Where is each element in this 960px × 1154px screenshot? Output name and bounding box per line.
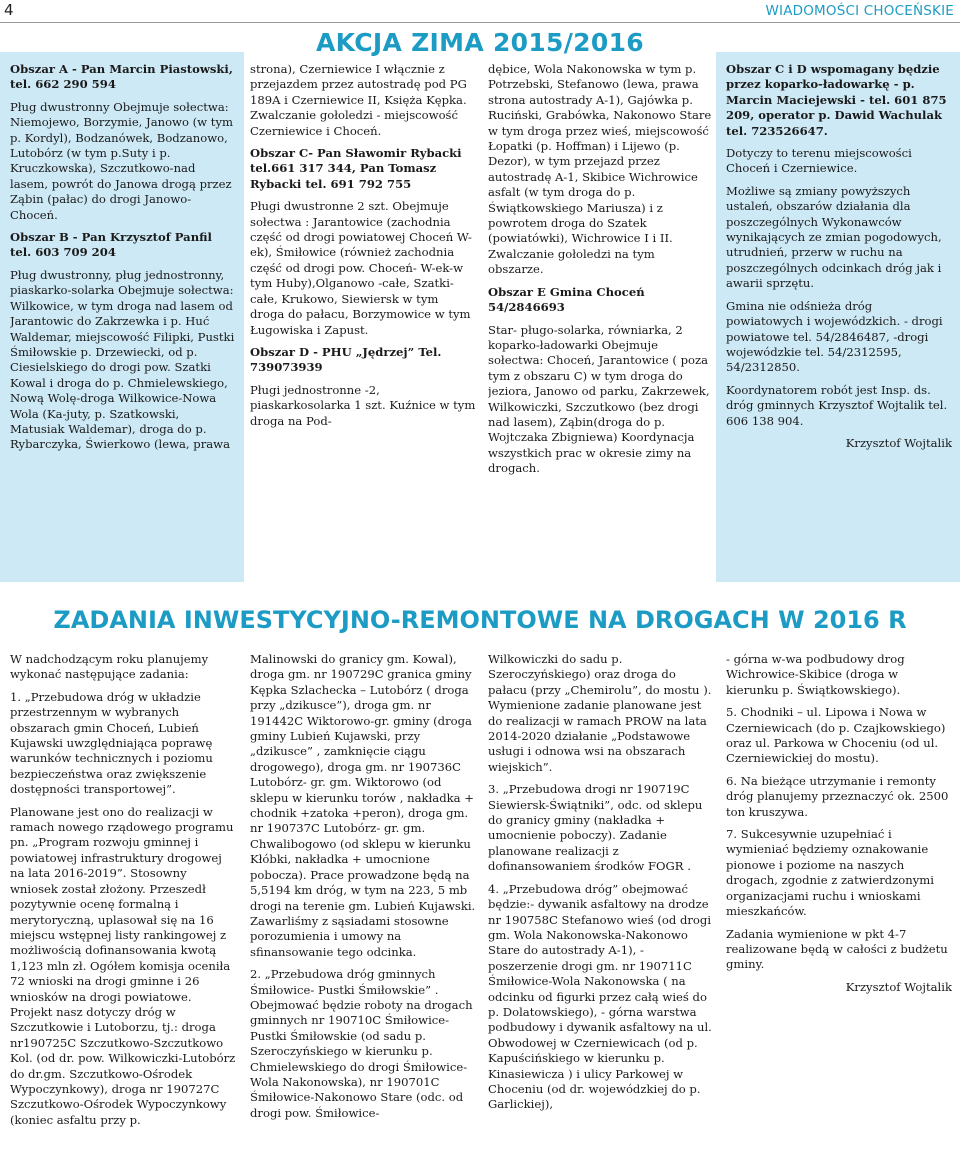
paragraph: 1. „Przebudowa dróg w układzie przestrzennym w wybranych obszarach gmin Choceń, Lubień Kujawski uwzględniająca poprawę warunków technicznych i poziomu bezpieczeństwa oraz zwiększenie dostępności transportowej”. — [10, 689, 213, 797]
investment-column-4 — [726, 652, 952, 1152]
page-header — [0, 0, 960, 26]
paragraph: Koordynatorem robót jest Insp. ds. dróg gminnych Krzysztof Wojtalik tel. 606 138 904. — [726, 382, 948, 428]
winter-column-4 — [726, 62, 952, 582]
header-rule — [0, 22, 960, 23]
publication-title: WIADOMOŚCI CHOCEŃSKIE — [765, 3, 954, 19]
area-heading: Obszar A - Pan Marcin Piastowski, tel. 662 290 594 — [10, 62, 233, 92]
area-heading: Obszar C i D wspomagany będzie przez koparko-ładowarkę - p. Marcin Maciejewski - tel. 601 875 209, operator p. Dawid Wachulak tel. 723526647. — [726, 62, 947, 138]
area-heading: Obszar C- Pan Sławomir Rybacki tel.661 317 344, Pan Tomasz Rybacki tel. 691 792 755 — [250, 146, 462, 191]
investment-column-1 — [10, 652, 236, 1152]
paragraph: Zadania wymienione w pkt 4-7 realizowane będą w całości z budżetu gminy. — [726, 926, 948, 972]
investment-column-2 — [250, 652, 476, 1152]
winter-column-1 — [10, 62, 236, 582]
paragraph: Gmina nie odśnieża dróg powiatowych i wojewódzkich. - drogi powiatowe tel. 54/2846487, -drogi wojewódzkie tel. 54/2312595, 54/2312850. — [726, 298, 943, 375]
section-title-investments: ZADANIA INWESTYCYJNO-REMONTOWE NA DROGACH W 2016 R — [53, 606, 907, 634]
author-signature: Krzysztof Wojtalik — [845, 435, 952, 450]
page-number: 4 — [4, 1, 14, 19]
winter-column-3 — [488, 62, 712, 582]
paragraph: strona), Czerniewice I włącznie z przejazdem przez autostradę pod PG 189A i Czerniewice II, Księża Kępka. Zwalczanie gołoledzi - miejscowość Czerniewice i Choceń. — [250, 62, 467, 138]
paragraph: 5. Chodniki – ul. Lipowa i Nowa w Czerniewicach (do p. Czajkowskiego) oraz ul. Parkowa w Choceniu (od ul. Czerniewickiej do mostu). — [726, 705, 946, 766]
paragraph: Planowane jest ono do realizacji w ramach nowego rządowego programu pn. „Program rozwoju gminnej i powiatowej infrastruktury drogowej na lata 2016-2019”. Stosowny wniosek został złożony. Przeszedł pozytywnie ocenę formalną i merytoryczną, uplasował się na 16 miejscu wstępnej listy rankingowej z możliwością dofinansowania kwotą 1,123 mln zł. Ogółem komisja oceniła 72 wnioski na drogi gminne i 26 wniosków na drogi powiatowe. Projekt nasz dotyczy dróg w Szczutkowie i Lutoborzu, tj.: droga nr190725C Szczutkowo-Szczutkowo Kol. (od dr. pow. Wilkowiczki-Lutobórz do dr.gm. Szczutkowo-Ośrodek Wypoczynkowy), droga nr 190727C Szczutkowo-Ośrodek Wypoczynkowy (koniec asfaltu przy p. — [10, 804, 236, 1127]
paragraph: Star- pługo-solarka, równiarka, 2 koparko-ładowarki Obejmuje sołectwa: Choceń, Jarantowice ( poza tym z obszaru C) w tym droga do jeziora, Janowo od parku, Zakrzewek, Wilkowiczki, Szczutkowo (bez drogi nad lasem), Ząbin(droga do p. Wojtczaka Zbigniewa) Koordynacja wszystkich prac w okresie zimy na drogach. — [488, 322, 710, 476]
area-heading: Obszar B - Pan Krzysztof Panfil tel. 603 709 204 — [10, 230, 212, 260]
paragraph: 4. „Przebudowa dróg” obejmować będzie:- dywanik asfaltowy na drodze nr 190758C Stefanowo wieś (od drogi gm. Wola Nakonowska-Nakonowo Stare do autostrady A-1), - poszerzenie drogi gm. nr 190711C Śmiłowice-Wola Nakonowska ( na odcinku od figurki przez całą wieś do p. Dolatowskiego), - górna warstwa podbudowy i dywanik asfaltowy na ul. Obwodowej w Czerniewicach (od p. Kapuścińskiego w kierunku p. Kinasiewicza ) i ulicy Parkowej w Choceniu (od dr. wojewódzkiej do p. Garlickiej), — [488, 881, 712, 1112]
area-heading: Obszar E Gmina Choceń 54/2846693 — [488, 284, 645, 315]
paragraph: 7. Sukcesywnie uzupełniać i wymieniać będziemy oznakowanie pionowe i poziome na naszych drogach, zgodnie z zatwierdzonymi organizacjami ruchu i wnioskami mieszkańców. — [726, 827, 934, 919]
paragraph: W nadchodzącym roku planujemy wykonać następujące zadania: — [10, 652, 209, 682]
paragraph: Pługi dwustronne 2 szt. Obejmuje sołectwa : Jarantowice (zachodnia część od drogi powiatowej Choceń W-ek), Śmiłowice (również zachodnia część od drogi pow. Choceń- W-ek-w tym Huby),Olganowo -całe, Szatki-całe, Krukowo, Siewiersk w tym droga do pałacu, Borzymowice w tym Ługowiska i Zapust. — [250, 199, 472, 337]
paragraph: 2. „Przebudowa dróg gminnych Śmiłowice- Pustki Śmiłowskie” . Obejmować będzie roboty na drogach gminnych nr 190710C Śmiłowice-Pustki Śmiłowskie (od sadu p. Szeroczyńskiego w kierunku p. Chmielewskiego do drogi Śmiłowice-Wola Nakonowska), nr 190701C Śmiłowice-Nakonowo Stare (odc. od drogi pow. Śmiłowice- — [250, 967, 473, 1120]
investment-column-3 — [488, 652, 714, 1152]
paragraph: Wilkowiczki do sadu p. Szeroczyńskiego) oraz droga do pałacu (przy „Chemirolu”, do mostu ). Wymienione zadanie planowane jest do realizacji w ramach PROW na lata 2014-2020 działanie „Podstawowe usługi i odnowa wsi na obszarach wiejskich”. — [488, 652, 712, 774]
paragraph: - górna w-wa podbudowy drog Wichrowice-Skibice (droga w kierunku p. Świątkowskiego). — [726, 652, 905, 697]
section-title-winter: AKCJA ZIMA 2015/2016 — [316, 28, 644, 57]
paragraph: Pługi jednostronne -2, piaskarkosolarka 1 szt. Kuźnice w tym droga na Pod- — [250, 382, 476, 428]
paragraph: Możliwe są zmiany powyższych ustaleń, obszarów działania dla poszczególnych Wykonawców wynikających ze zmian pogodowych, utrudnień, przerw w ruchu na poszczególnych odcinkach dróg jak i awarii sprzętu. — [726, 183, 942, 291]
paragraph: dębice, Wola Nakonowska w tym p. Potrzebski, Stefanowo (lewa, prawa strona autostrady A-1), Gajówka p. Ruciński, Grabówka, Nakonowo Stare w tym droga przez wieś, miejscowość Łopatki (p. Hoffman) i Lijewo (p. Dezor), w tym przejazd przez autostradę A-1, Skibice Wichrowice asfalt (w tym droga do p. Świątkowskiego Mariusza) i z powrotem droga do Szatek (powiatówki), Wichrowice I i II. Zwalczanie gołoledzi na tym obszarze. — [488, 62, 712, 277]
paragraph: Malinowski do granicy gm. Kowal), droga gm. nr 190729C granica gminy Kępka Szlachecka – Lutobórz ( droga przy „dzikusce”), droga gm. nr 191442C Wiktorowo-gr. gminy (droga gminy Lubień Kujawski, przy „dzikusce” , zamknięcie ciągu drogowego), droga gm. nr 190736C Lutobórz- gr. gm. Wiktorowo (od sklepu w kierunku torów , nakładka + chodnik +zatoka +peron), droga gm. nr 190737C Lutobórz- gr. gm. Chwalibogowo (od sklepu w kierunku Kłóbki, nakładka + umocnione pobocza). Prace prowadzone będą na 5,5194 km dróg, w tym na 223, 5 mb drogi na terenie gm. Lubień Kujawski. Zawarliśmy z sąsiadami stosowne porozumienia i umowy na sfinansowanie tego odcinka. — [250, 652, 476, 959]
paragraph: Dotyczy to terenu miejscowości Choceń i Czerniewice. — [726, 146, 912, 176]
winter-column-2 — [250, 62, 476, 582]
paragraph: Pług dwustronny Obejmuje sołectwa: Niemojewo, Borzymie, Janowo (w tym p. Kordyl), Bodzanówek, Bodzanowo, Lutobórz (w tym p.Suty i p. Kruczkowska), Szczutkowo-nad lasem, powrót do Janowa drogą przez Ząbin (pałac) do drogi Janowo-Choceń. — [10, 99, 233, 222]
area-heading: Obszar D - PHU „Jędrzej” Tel. 739073939 — [250, 344, 442, 375]
paragraph: 3. „Przebudowa drogi nr 190719C Siewiersk-Świątniki”, odc. od sklepu do granicy gminy (nakładka + umocnienie poboczy). Zadanie planowane realizacji z dofinansowaniem środków FOGR . — [488, 782, 703, 874]
paragraph: 6. Na bieżące utrzymanie i remonty dróg planujemy przeznaczyć ok. 2500 ton kruszywa. — [726, 773, 949, 819]
paragraph: Pług dwustronny, pług jednostronny, piaskarko-solarka Obejmuje sołectwa: Wilkowice, w tym droga nad lasem od Jarantowic do Zakrzewka i p. Huć Waldemar, miejscowość Filipki, Pustki Śmiłowskie p. Drzewiecki, od p. Ciesielskiego do drogi pow. Szatki Kowal i droga do p. Chmielewskiego, Nową Wolę-droga Wilkowice-Nowa Wola (Ka-juty, p. Szatkowski, Matusiak Waldemar), droga do p. Rybarczyka, Świerkowo (lewa, prawa — [10, 267, 235, 452]
author-signature: Krzysztof Wojtalik — [845, 979, 952, 994]
